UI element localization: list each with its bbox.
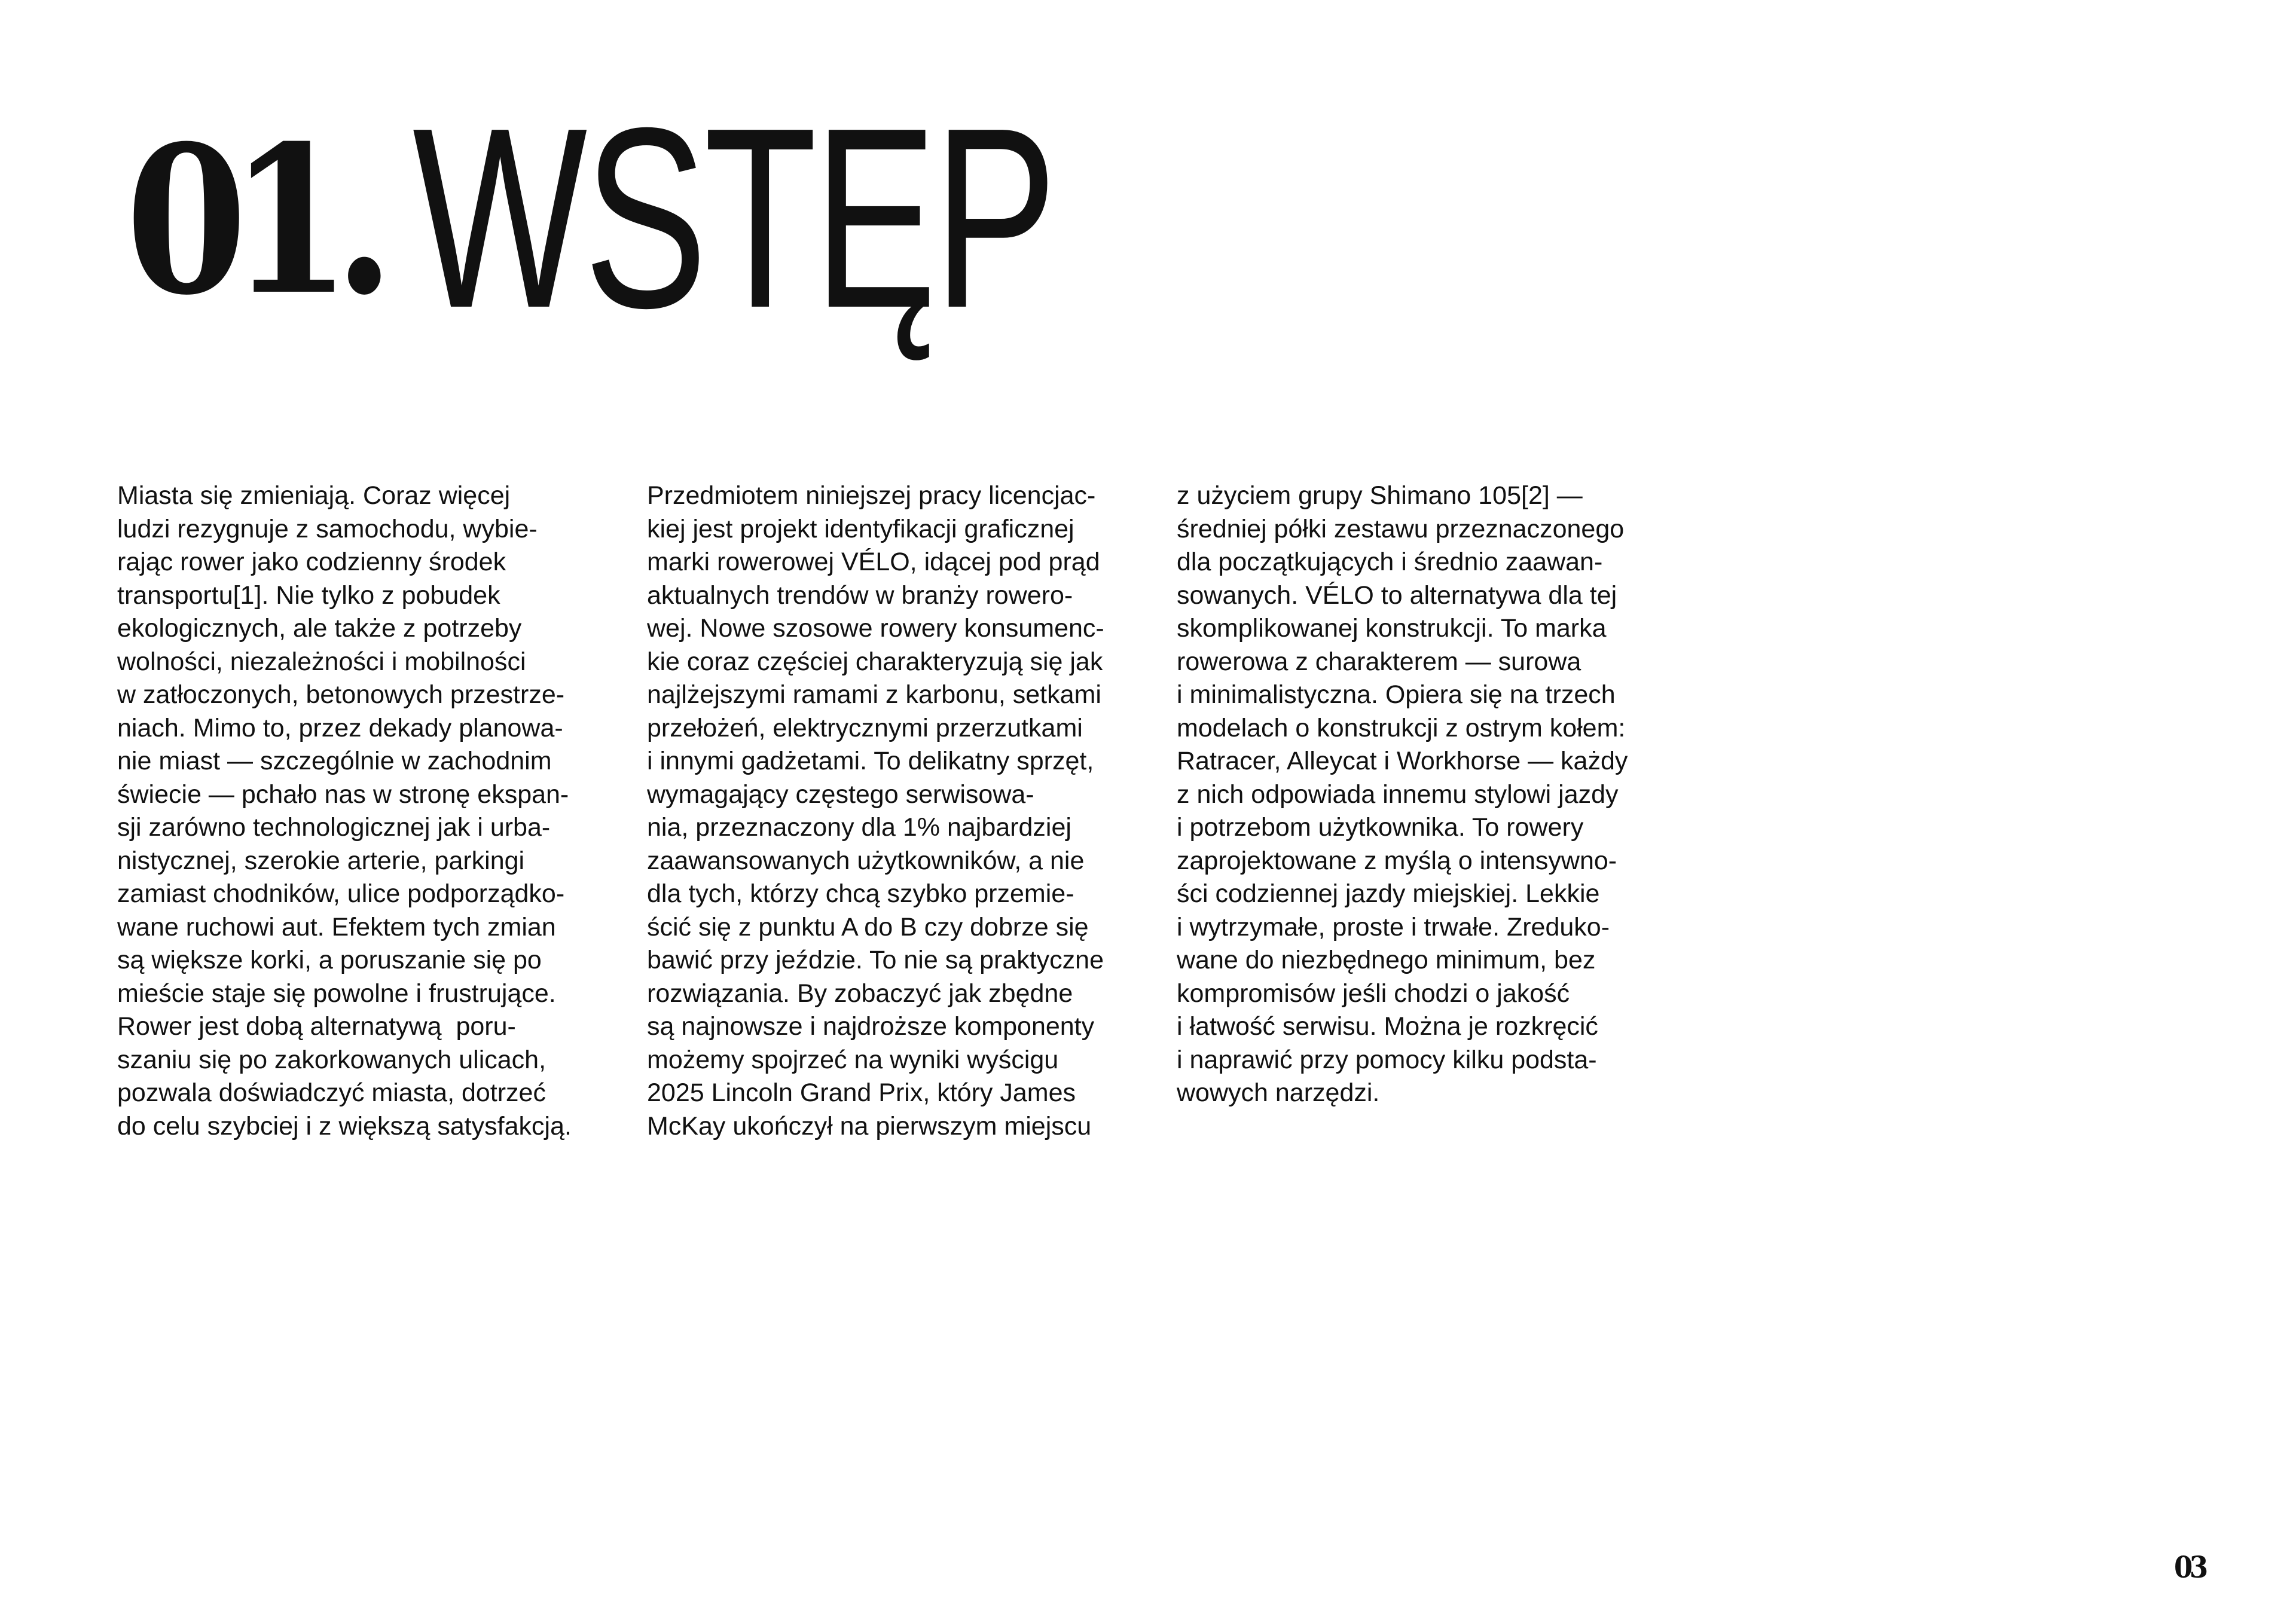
text-column-2	[647, 479, 1173, 1143]
text-line: szaniu się po zakorkowanych ulicach,	[117, 1045, 546, 1074]
text-line: w zatłoczonych, betonowych przestrze-	[117, 680, 565, 709]
text-line: zamiast chodników, ulice podporządko-	[117, 879, 565, 908]
text-line: i innymi gadżetami. To delikatny sprzęt,	[647, 747, 1094, 775]
text-line: transportu[1]. Nie tylko z pobudek	[117, 580, 500, 610]
text-line: bawić przy jeździe. To nie są praktyczne	[647, 946, 1104, 974]
text-line: skomplikowanej konstrukcji. To marka	[1177, 614, 1607, 643]
text-line: i naprawić przy pomocy kilku podsta-	[1177, 1045, 1597, 1074]
text-line: Rower jest dobą alternatywą poru-	[117, 1012, 516, 1041]
text-line: wowych narzędzi.	[1177, 1078, 1380, 1107]
text-line: nie miast — szczególnie w zachodnim	[117, 747, 552, 775]
text-line: dla początkujących i średnio zaawan-	[1177, 548, 1603, 576]
text-line: Przedmiotem niniejszej pracy licencjac-	[647, 481, 1096, 510]
text-line: zaprojektowane z myślą o intensywno-	[1177, 846, 1617, 875]
text-line: i minimalistyczna. Opiera się na trzech	[1177, 680, 1616, 709]
text-line: modelach o konstrukcji z ostrym kołem:	[1177, 713, 1626, 742]
text-line: wolności, niezależności i mobilności	[117, 647, 526, 676]
text-line: i wytrzymałe, proste i trwałe. Zreduko-	[1177, 912, 1610, 942]
text-line: i potrzebom użytkownika. To rowery	[1177, 813, 1584, 842]
text-line: kompromisów jeśli chodzi o jakość	[1177, 979, 1570, 1008]
text-line: sowanych. VÉLO to alternatywa dla tej	[1177, 580, 1617, 610]
text-line: Miasta się zmieniają. Coraz więcej	[117, 481, 511, 510]
text-line: są większe korki, a poruszanie się po	[117, 946, 542, 974]
text-line: najlżejszymi ramami z karbonu, setkami	[647, 680, 1101, 709]
text-line: ści codziennej jazdy miejskiej. Lekkie	[1177, 879, 1600, 908]
text-line: możemy spojrzeć na wyniki wyścigu	[647, 1045, 1059, 1074]
text-line: niach. Mimo to, przez dekady planowa-	[117, 713, 563, 742]
text-line: marki rowerowej VÉLO, idącej pod prąd	[647, 548, 1100, 576]
text-line: mieście staje się powolne i frustrujące.	[117, 979, 556, 1008]
text-line: kie coraz częściej charakteryzują się jak	[647, 647, 1103, 676]
text-line: ścić się z punktu A do B czy dobrze się	[647, 912, 1089, 942]
text-line: nia, przeznaczony dla 1% najbardziej	[647, 813, 1071, 842]
text-line: wej. Nowe szosowe rowery konsumenc-	[647, 614, 1104, 643]
text-line: kiej jest projekt identyfikacji graficznej	[647, 514, 1074, 543]
text-line: rowerowa z charakterem — surowa	[1177, 647, 1581, 676]
text-line: rozwiązania. By zobaczyć jak zbędne	[647, 979, 1073, 1008]
text-line: Ratracer, Alleycat i Workhorse — każdy	[1177, 747, 1628, 775]
text-line: ekologicznych, ale także z potrzeby	[117, 614, 522, 643]
text-line: wane do niezbędnego minimum, bez	[1177, 946, 1596, 974]
text-column-1	[117, 479, 643, 1143]
text-line: przełożeń, elektrycznymi przerzutkami	[647, 713, 1083, 742]
text-line: rając rower jako codzienny środek	[117, 548, 506, 576]
text-line: nistycznej, szerokie arterie, parkingi	[117, 846, 525, 875]
section-title: WSTĘP	[413, 75, 1054, 362]
text-line: pozwala doświadczyć miasta, dotrzeć	[117, 1078, 546, 1107]
section-number: 01.	[126, 102, 377, 340]
text-line: dla tych, którzy chcą szybko przemie-	[647, 879, 1074, 908]
text-line: do celu szybciej i z większą satysfakcją.	[117, 1111, 572, 1141]
text-line: z nich odpowiada innemu stylowi jazdy	[1177, 780, 1619, 809]
text-line: są najnowsze i najdroższe komponenty	[647, 1012, 1095, 1041]
text-line: zaawansowanych użytkowników, a nie	[647, 846, 1085, 875]
text-line: sji zarówno technologicznej jak i urba-	[117, 813, 551, 842]
text-line: średniej półki zestawu przeznaczonego	[1177, 514, 1625, 543]
text-line: ludzi rezygnuje z samochodu, wybie-	[117, 514, 538, 543]
text-column-3	[1177, 479, 1703, 1110]
text-line: wane ruchowi aut. Efektem tych zmian	[117, 912, 556, 942]
text-line: McKay ukończył na pierwszym miejscu	[647, 1111, 1092, 1141]
page-number: 03	[2174, 1549, 2205, 1585]
text-line: 2025 Lincoln Grand Prix, który James	[647, 1078, 1076, 1107]
text-line: z użyciem grupy Shimano 105[2] —	[1177, 481, 1583, 510]
text-line: świecie — pchało nas w stronę ekspan-	[117, 780, 569, 809]
text-line: i łatwość serwisu. Można je rozkręcić	[1177, 1012, 1598, 1041]
text-line: wymagający częstego serwisowa-	[647, 780, 1034, 809]
text-line: aktualnych trendów w branży rowero-	[647, 580, 1073, 610]
